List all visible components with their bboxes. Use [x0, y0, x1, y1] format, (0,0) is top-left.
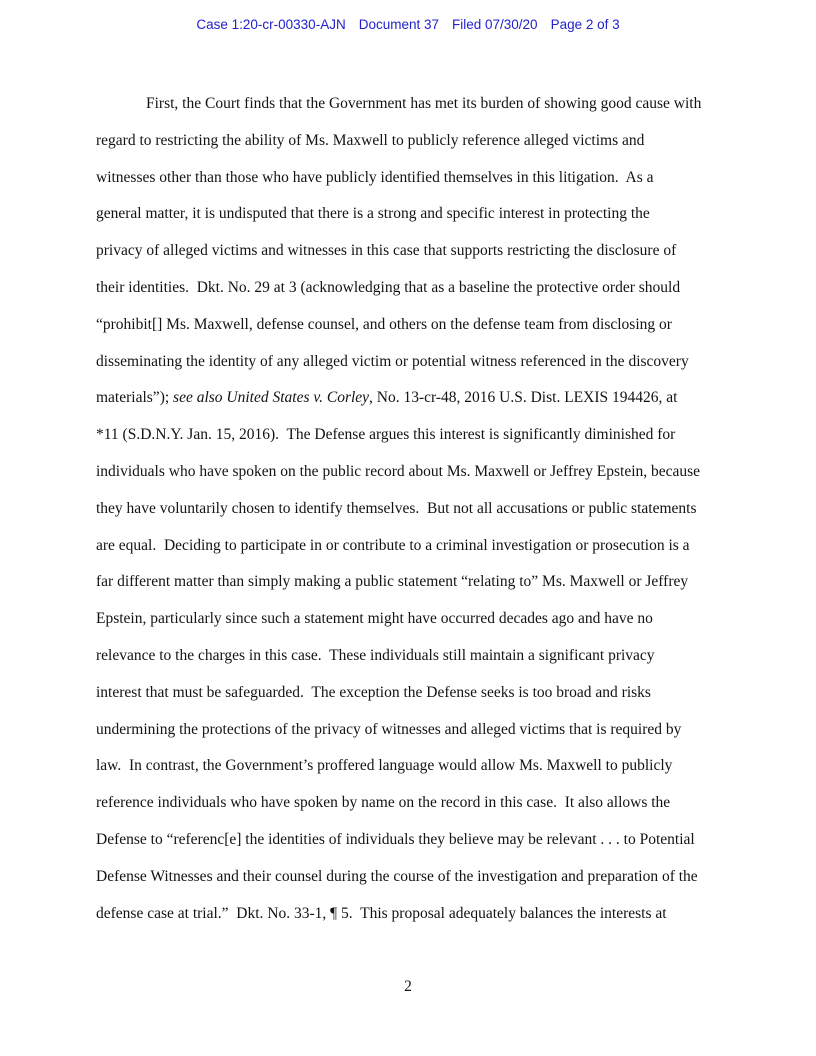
body-text-segment: relevance to the charges in this case. These individuals still maintain a significant privacy	[96, 646, 655, 664]
body-text-segment: witnesses other than those who have publicly identified themselves in this litigation. As a	[96, 168, 654, 186]
text-line	[96, 270, 744, 307]
text-line	[96, 601, 744, 638]
body-text-segment: defense case at trial.” Dkt. No. 33-1, ¶ 5. This proposal adequately balances the interests at	[96, 904, 667, 922]
body-text-segment: “prohibit[] Ms. Maxwell, defense counsel, and others on the defense team from disclosing or	[96, 315, 672, 333]
page-number: 2	[404, 978, 412, 995]
text-line	[96, 196, 744, 233]
body-text-segment: far different matter than simply making a public statement “relating to” Ms. Maxwell or Jeffrey	[96, 573, 689, 591]
case-number: Case 1:20-cr-00330-AJN	[196, 17, 346, 32]
body-text-segment: interest that must be safeguarded. The exception the Defense seeks is too broad and risks	[96, 683, 651, 701]
body-text-segment: , No. 13-cr-48, 2016 U.S. Dist. LEXIS 194426, at	[369, 389, 678, 407]
text-line	[96, 307, 744, 344]
text-line	[96, 233, 744, 270]
body-text-segment: reference individuals who have spoken by name on the record in this case. It also allows the	[96, 794, 671, 812]
body-text-segment: Defense to “referenc[e] the identities of individuals they believe may be relevant . . . to Potential	[96, 830, 695, 848]
text-line	[96, 712, 744, 749]
case-stamp-header	[0, 17, 816, 32]
body-text-segment: Defense Witnesses and their counsel during the course of the investigation and preparation of the	[96, 867, 698, 885]
text-line	[96, 564, 744, 601]
body-text-segment: Epstein, particularly since such a statement might have occurred decades ago and have no	[96, 610, 653, 628]
text-line	[96, 528, 744, 565]
body-text-segment: privacy of alleged victims and witnesses in this case that supports restricting the disclosure of	[96, 242, 677, 260]
body-text-segment: undermining the protections of the privacy of witnesses and alleged victims that is required by	[96, 720, 682, 738]
citation-italic-text: see also United States v. Corley	[173, 389, 370, 407]
body-text-segment: they have voluntarily chosen to identify themselves. But not all accusations or public statements	[96, 499, 697, 517]
text-line	[96, 160, 744, 197]
body-text-segment: individuals who have spoken on the public record about Ms. Maxwell or Jeffrey Epstein, because	[96, 462, 701, 480]
body-text-segment: *11 (S.D.N.Y. Jan. 15, 2016). The Defense argues this interest is significantly diminished for	[96, 426, 676, 444]
body-text-segment: regard to restricting the ability of Ms. Maxwell to publicly reference alleged victims and	[96, 131, 645, 149]
text-line	[96, 454, 744, 491]
text-line	[96, 785, 744, 822]
document-body	[96, 86, 744, 932]
text-line	[96, 859, 744, 896]
text-line	[96, 748, 744, 785]
document-number: Document 37	[358, 17, 439, 32]
body-text-segment: disseminating the identity of any alleged victim or potential witness referenced in the discovery	[96, 352, 689, 370]
body-text-segment: their identities. Dkt. No. 29 at 3 (acknowledging that as a baseline the protective order should	[96, 278, 681, 296]
text-line	[96, 822, 744, 859]
body-text-segment: First, the Court finds that the Government has met its burden of showing good cause with	[146, 95, 702, 112]
text-line	[96, 344, 744, 381]
body-text-segment: law. In contrast, the Government’s proffered language would allow Ms. Maxwell to publicly	[96, 757, 673, 775]
text-line	[96, 380, 744, 417]
text-line	[96, 896, 744, 933]
text-line	[96, 123, 744, 160]
text-line	[96, 417, 744, 454]
text-line	[96, 86, 744, 123]
text-line	[96, 491, 744, 528]
body-text-segment: general matter, it is undisputed that there is a strong and specific interest in protecting the	[96, 205, 650, 223]
text-line	[96, 675, 744, 712]
text-line	[96, 638, 744, 675]
body-text-segment: materials”);	[96, 389, 174, 407]
filed-date: Filed 07/30/20	[452, 17, 538, 32]
body-text-segment: are equal. Deciding to participate in or contribute to a criminal investigation or prosecution is a	[96, 536, 690, 554]
page-count: Page 2 of 3	[550, 17, 620, 32]
